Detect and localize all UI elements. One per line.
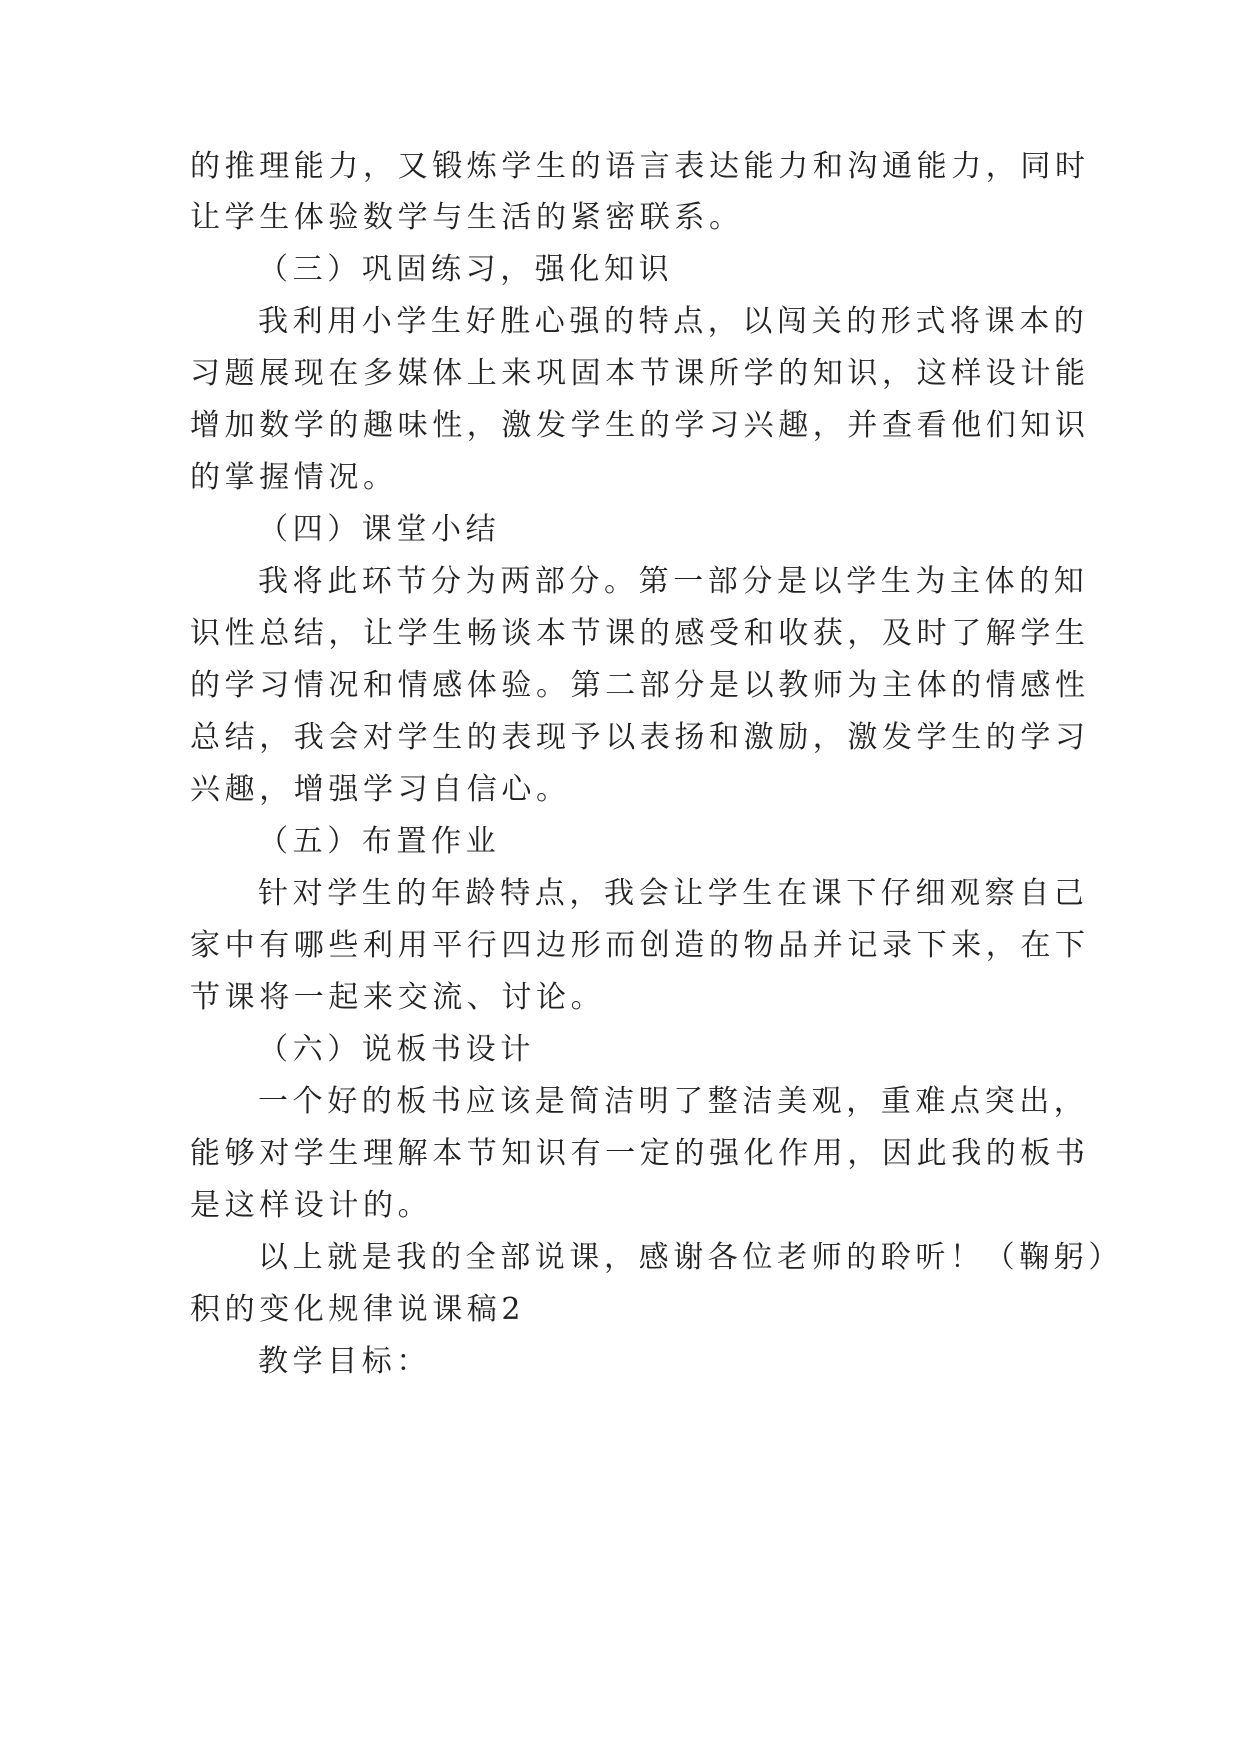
text-line: 一个好的板书应该是简洁明了整洁美观，重难点突出， xyxy=(258,1084,1089,1119)
text-line: 增加数学的趣味性，激发学生的学习兴趣，并查看他们知识 xyxy=(190,408,1090,443)
text-line: 以上就是我的全部说课，感谢各位老师的聆听！（鞠躬） xyxy=(258,1240,1123,1275)
text-line: 总结，我会对学生的表现予以表扬和激励，激发学生的学习 xyxy=(190,720,1090,755)
section-heading: （四）课堂小结 xyxy=(258,512,501,547)
text-line: 识性总结，让学生畅谈本节课的感受和收获，及时了解学生 xyxy=(190,616,1090,651)
document-title: 积的变化规律说课稿2 xyxy=(190,1292,526,1327)
text-line: 节课将一起来交流、讨论。 xyxy=(190,980,606,1015)
section-heading: （六）说板书设计 xyxy=(258,1032,535,1067)
section-heading: 教学目标： xyxy=(258,1344,431,1379)
section-heading: （五）布置作业 xyxy=(258,824,501,859)
text-line: 习题展现在多媒体上来巩固本节课所学的知识，这样设计能 xyxy=(190,356,1090,391)
text-line: 家中有哪些利用平行四边形而创造的物品并记录下来，在下 xyxy=(190,928,1090,963)
text-line: 能够对学生理解本节知识有一定的强化作用，因此我的板书 xyxy=(190,1136,1090,1171)
text-line: 兴趣，增强学习自信心。 xyxy=(190,772,571,807)
section-heading: （三）巩固练习，强化知识 xyxy=(258,252,674,287)
text-line: 的掌握情况。 xyxy=(190,460,398,495)
text-line: 我将此环节分为两部分。第一部分是以学生为主体的知 xyxy=(258,564,1089,599)
text-line: 我利用小学生好胜心强的特点，以闯关的形式将课本的 xyxy=(258,304,1089,339)
text-line: 的推理能力，又锻炼学生的语言表达能力和沟通能力，同时 xyxy=(190,149,1090,184)
text-line: 让学生体验数学与生活的紧密联系。 xyxy=(190,200,744,235)
text-line: 针对学生的年龄特点，我会让学生在课下仔细观察自己 xyxy=(258,876,1089,911)
text-line: 的学习情况和情感体验。第二部分是以教师为主体的情感性 xyxy=(190,668,1090,703)
text-line: 是这样设计的。 xyxy=(190,1188,433,1223)
